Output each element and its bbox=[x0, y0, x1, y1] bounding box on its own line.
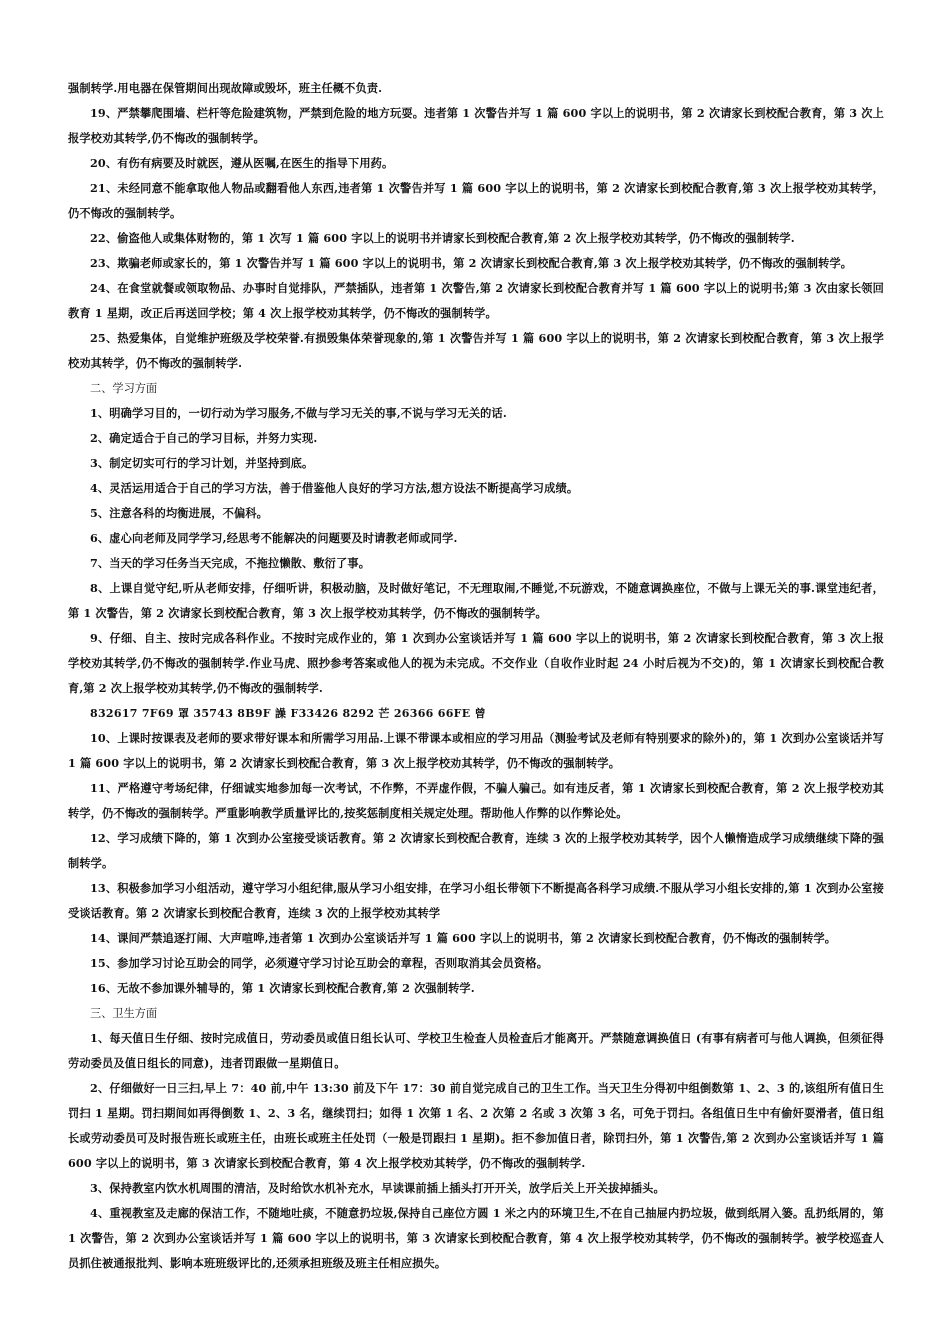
rule-item-22: 22、偷盗他人或集体财物的，第 1 次写 1 篇 600 字以上的说明书并请家长到校配合教育,第 2 次上报学校劝其转学，仍不悔改的强制转学. bbox=[90, 231, 795, 245]
rule-item-25: 25、热爱集体，自觉维护班级及学校荣誉.有损毁集体荣誉现象的,第 1 次警告并写 1 篇 600 字以上的说明书，第 2 次请家长到校配合教育，第 3 次上报学校劝其转学，仍不悔改的强制转学. bbox=[68, 331, 884, 370]
intro-paragraph: 强制转学.用电器在保管期间出现故障或毁坏，班主任概不负责. bbox=[68, 81, 383, 95]
study-item-8: 8、上课自觉守纪,听从老师安排，仔细听讲，积极动脑，及时做好笔记，不无理取闹,不睡觉,不玩游戏，不随意调换座位，不做与上课无关的事.课堂违纪者，第 1 次警告，第 2 次请家长到校配合教育，第 3 次上报学校劝其转学，仍不悔改的强制转学。 bbox=[68, 581, 884, 620]
study-item-3: 3、制定切实可行的学习计划，并坚持到底。 bbox=[90, 456, 314, 470]
study-item-11: 11、严格遵守考场纪律，仔细诚实地参加每一次考试，不作弊，不弄虚作假，不骗人骗己。如有违反者，第 1 次请家长到校配合教育，第 2 次上报学校劝其转学，仍不悔改的强制转学。严重影响教学质量评比的,按奖惩制度相关规定处理。帮助他人作弊的以作弊论处。 bbox=[68, 781, 884, 820]
study-item-10: 10、上课时按课表及老师的要求带好课本和所需学习用品.上课不带课本或相应的学习用品（测验考试及老师有特别要求的除外)的，第 1 次到办公室谈话并写 1 篇 600 字以上的说明书，第 2 次请家长到校配合教育，第 3 次上报学校劝其转学，仍不悔改的强制转学。 bbox=[68, 731, 884, 770]
hygiene-item-2: 2、仔细做好一日三扫,早上 7：40 前,中午 13:30 前及下午 17：30 前自觉完成自己的卫生工作。当天卫生分得初中组倒数第 1、2、3 的,该组所有值日生罚扫 1 星期。罚扫期间如再得倒数 1、2、3 名，继续罚扫；如得 1 次第 1 名、2 次第 2 名或 3 次第 3 名，可免于罚扫。各组值日生中有偷奸耍滑者，值日组长或劳动委员可及时报告班长或班主任，由班长或班主任处罚（一般是罚跟扫 1 星期)。拒不参加值日者，除罚扫外，第 1 次警告,第 2 次到办公室谈话并写 1 篇 600 字以上的说明书，第 3 次请家长到校配合教育，第 4 次上报学校劝其转学，仍不悔改的强制转学. bbox=[68, 1081, 884, 1170]
rule-item-23: 23、欺骗老师或家长的，第 1 次警告并写 1 篇 600 字以上的说明书，第 2 次请家长到校配合教育,第 3 次上报学校劝其转学，仍不悔改的强制转学。 bbox=[90, 256, 853, 270]
study-item-12: 12、学习成绩下降的，第 1 次到办公室接受谈话教育。第 2 次请家长到校配合教育，连续 3 次的上报学校劝其转学，因个人懒惰造成学习成绩继续下降的强制转学。 bbox=[68, 831, 884, 870]
study-item-13: 13、积极参加学习小组活动，遵守学习小组纪律,服从学习小组安排，在学习小组长带领下不断提高各科学习成绩.不服从学习小组长安排的,第 1 次到办公室接受谈话教育。第 2 次请家长到校配合教育，连续 3 次的上报学校劝其转学 bbox=[68, 881, 884, 920]
rule-item-21: 21、未经同意不能拿取他人物品或翻看他人东西,违者第 1 次警告并写 1 篇 600 字以上的说明书，第 2 次请家长到校配合教育,第 3 次上报学校劝其转学，仍不悔改的强制转学。 bbox=[68, 181, 884, 220]
study-item-6: 6、虚心向老师及同学学习,经思考不能解决的问题要及时请教老师或同学. bbox=[90, 531, 458, 545]
rule-item-20: 20、有伤有病要及时就医，遵从医嘱,在医生的指导下用药。 bbox=[90, 156, 394, 170]
study-item-15: 15、参加学习讨论互助会的同学，必须遵守学习讨论互助会的章程，否则取消其会员资格。 bbox=[90, 956, 549, 970]
hygiene-item-3: 3、保持教室内饮水机周围的清洁，及时给饮水机补充水，早读课前插上插头打开开关，放学后关上开关拔掉插头。 bbox=[90, 1181, 665, 1195]
study-item-5: 5、注意各科的均衡进展，不偏科。 bbox=[90, 506, 268, 520]
section-heading-study: 二、学习方面 bbox=[90, 382, 158, 395]
study-item-7: 7、当天的学习任务当天完成，不拖拉懒散、敷衍了事。 bbox=[90, 556, 371, 570]
rule-item-24: 24、在食堂就餐或领取物品、办事时自觉排队，严禁插队，违者第 1 次警告,第 2 次请家长到校配合教育并写 1 篇 600 字以上的说明书;第 3 次由家长领回教育 1 星期，改正后再送回学校；第 4 次上报学校劝其转学，仍不悔改的强制转学。 bbox=[68, 281, 884, 320]
section-heading-hygiene: 三、卫生方面 bbox=[90, 1007, 158, 1020]
rule-item-19: 19、严禁攀爬围墙、栏杆等危险建筑物，严禁到危险的地方玩耍。违者第 1 次警告并写 1 篇 600 字以上的说明书，第 2 次请家长到校配合教育，第 3 次上报学校劝其转学,仍不悔改的强制转学。 bbox=[68, 106, 884, 145]
study-item-4: 4、灵活运用适合于自己的学习方法，善于借鉴他人良好的学习方法,想方设法不断提高学习成绩。 bbox=[90, 481, 579, 495]
study-item-16: 16、无故不参加课外辅导的，第 1 次请家长到校配合教育,第 2 次强制转学. bbox=[90, 981, 475, 995]
study-item-1: 1、明确学习目的，一切行动为学习服务,不做与学习无关的事,不说与学习无关的话. bbox=[90, 406, 507, 420]
study-item-9: 9、仔细、自主、按时完成各科作业。不按时完成作业的，第 1 次到办公室谈话并写 1 篇 600 字以上的说明书，第 2 次请家长到校配合教育，第 3 次上报学校劝其转学,仍不悔改的强制转学.作业马虎、照抄参考答案或他人的视为未完成。不交作业（自收作业时起 24 小时后视为不交)的，第 1 次请家长到校配合教育,第 2 次上报学校劝其转学,仍不悔改的强制转学. bbox=[68, 631, 884, 695]
hygiene-item-4: 4、重视教室及走廊的保洁工作，不随地吐痰，不随意扔垃圾,保持自己座位方圆 1 米之内的环境卫生,不在自己抽屉内扔垃圾，做到纸屑入篓。乱扔纸屑的，第 1 次警告，第 2 次到办公室谈话并写 1 篇 600 字以上的说明书，第 3 次请家长到校配合教育，第 4 次上报学校劝其转学，仍不悔改的强制转学。被学校巡查人员抓住被通报批判、影响本班班级评比的,还须承担班级及班主任相应损失。 bbox=[68, 1206, 884, 1270]
study-item-14: 14、课间严禁追逐打闹、大声喧哗,违者第 1 次到办公室谈话并写 1 篇 600 字以上的说明书，第 2 次请家长到校配合教育，仍不悔改的强制转学。 bbox=[90, 931, 837, 945]
hygiene-item-1: 1、每天值日生仔细、按时完成值日，劳动委员或值日组长认可、学校卫生检查人员检查后才能离开。严禁随意调换值日 (有事有病者可与他人调换，但须征得劳动委员及值日组长的同意)，违者罚跟做一星期值日。 bbox=[68, 1031, 884, 1070]
study-item-2: 2、确定适合于自己的学习目标，并努力实现. bbox=[90, 431, 318, 445]
code-line: 832617 7F69 罩 35743 8B9F 譟 F33426 8292 芒 26366 66FE 曾 bbox=[90, 707, 486, 720]
